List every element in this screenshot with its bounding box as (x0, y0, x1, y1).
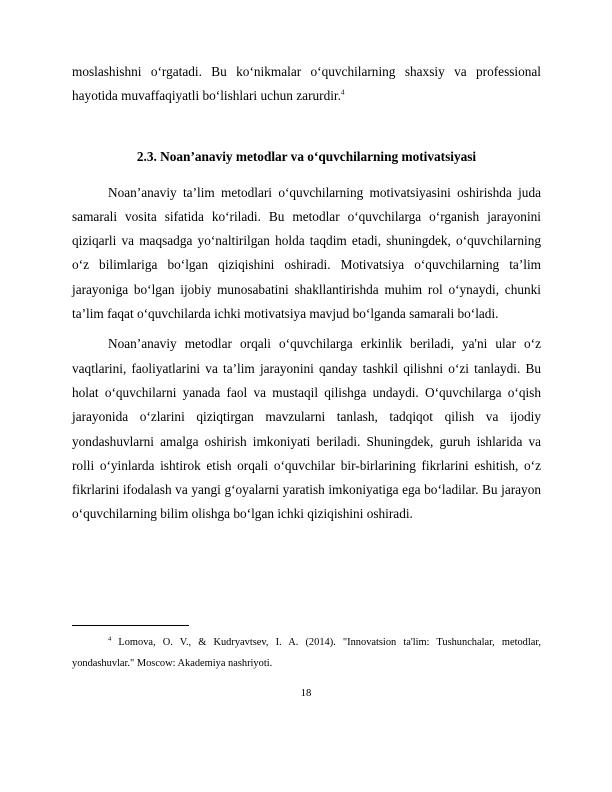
footnote-reference[interactable]: 4 (340, 88, 345, 97)
page-body (72, 60, 541, 527)
page-number: 18 (300, 687, 312, 699)
footnote-text: Lomova, O. V., & Kudryavtsev, I. A. (2014). "Innovatsion ta'lim: Tushunchalar, metodlar, yondashuvlar." Moscow: Akademiya nashriyoti. (72, 637, 541, 669)
paragraph: Noan’anaviy metodlar orqali o‘quvchilarga erkinlik beriladi, ya'ni ular o‘z vaqtlarini, faoliyatlarini va ta’lim jarayonini qanday tashkil qilishni o‘zi tanlaydi. Bu holat o‘quvchilarni yanada faol va mustaqil qilishga undaydi. O‘quvchilarga o‘qish jarayonida o‘zlarini qiziqtirgan mavzularni tanlash, tadqiqot qilish va ijodiy yondashuvlarni amalga oshirish imkoniyati beriladi. Shuningdek, guruh ishlarida va rolli o‘yinlarda ishtirok etish orqali o‘quvchilar bir-birlarining fikrlarini eshitish, o‘z fikrlarini ifodalash va yangi g‘oyalarni yaratish imkoniyatiga ega bo‘ladilar. Bu jarayon o‘quvchilarning bilim olishga bo‘lgan ichki qiziqishini oshiradi. (72, 336, 541, 522)
footnote-number: 4 (108, 635, 112, 643)
paragraph: Noan’anaviy ta’lim metodlari o‘quvchilarning motivatsiyasini oshirishda juda samarali vosita sifatida ko‘riladi. Bu metodlar o‘quvchilarga o‘rganish jarayonini qiziqarli va maqsadga yo‘naltirilgan holda taqdim etadi, shuningdek, o‘quvchilarning o‘z bilimlariga bo‘lgan qiziqishini oshiradi. Motivatsiya o‘quvchilarning ta’lim jarayoniga bo‘lgan ijobiy munosabatini shakllantirishda muhim rol o‘ynaydi, chunki ta’lim faqat o‘quvchilarda ichki motivatsiya mavjud bo‘lganda samarali bo‘ladi. (72, 184, 541, 322)
paragraph-continuation: moslashishni o‘rgatadi. Bu ko‘nikmalar o‘quvchilarning shaxsiy va professional hayotida muvaffaqiyatli bo‘lishlari uchun zarurdir.$^4$ (72, 64, 541, 104)
footnote (72, 632, 541, 674)
footnote-divider (72, 625, 189, 626)
section-heading: 2.3. Noan’anaviy metodlar va o‘quvchilarning motivatsiyasi (136, 148, 477, 164)
